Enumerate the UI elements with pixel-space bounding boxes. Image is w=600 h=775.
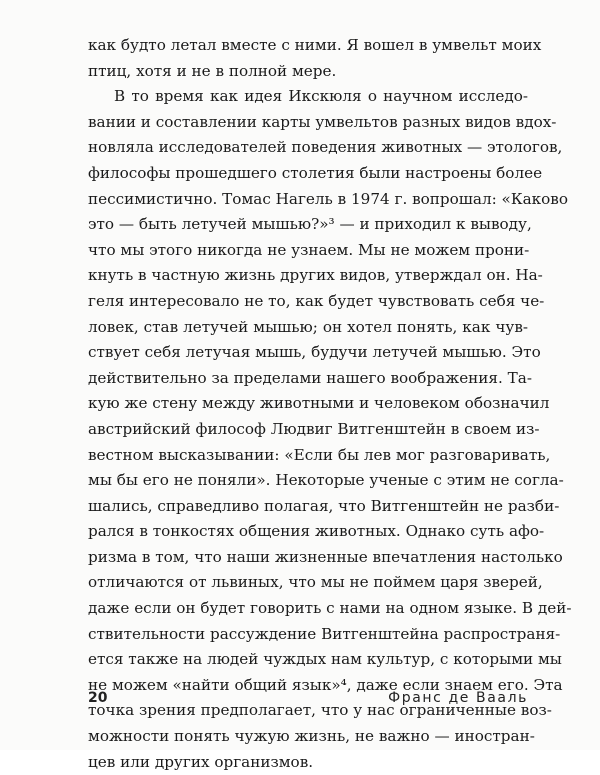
running-author: Франс де Вааль [388,690,528,706]
text-line: кнуть в частную жизнь других видов, утверждал он. На- [88,266,543,285]
text-line: отличаются от львиных, что мы не поймем царя зверей, [88,573,543,592]
text-line: ется также на людей чуждых нам культур, с которыми мы [88,650,562,669]
page-number: 20 [88,690,108,706]
text-line: вании и составлении карты умвельтов разных видов вдох- [88,112,557,131]
text-line: можности понять чужую жизнь, не важно — иностран- [88,727,535,746]
text-line: мы бы его не поняли». Некоторые ученые с этим не согла- [88,471,564,490]
text-line: пессимистично. Томас Нагель в 1974 г. вопрошал: «Каково [88,189,568,208]
text-line: что мы этого никогда не узнаем. Мы не можем прони- [88,240,530,259]
text-line: В то время как идея Икскюля о научном исследо- [114,87,528,106]
text-line: ствительности рассуждение Витгенштейна распространя- [88,624,561,643]
text-line: шались, справедливо полагая, что Витгенштейн не разби- [88,496,560,515]
text-line: философы прошедшего столетия были настроены более [88,163,543,182]
text-line: ризма в том, что наши жизненные впечатления настолько [88,547,563,566]
text-line: как будто летал вместе с ними. Я вошел в умвельт моих [88,36,542,54]
text-line: цев или других организмов. [88,752,314,771]
text-line: рался в тонкостях общения животных. Однако суть афо- [88,522,545,541]
text-line: не можем «найти общий язык»⁴, даже если знаем его. Эта [88,675,563,694]
text-line: ловек, став летучей мышью; он хотел понять, как чув- [88,317,528,336]
text-line: точка зрения предполагает, что у нас ограниченные воз- [88,701,552,720]
body-text [88,33,572,775]
text-line: вестном высказывании: «Если бы лев мог разговаривать, [88,445,551,464]
text-line: геля интересовало не то, как будет чувствовать себя че- [88,291,545,310]
text-line: даже если он будет говорить с нами на одном языке. В дей- [88,599,572,618]
text-line: ствует себя летучая мышь, будучи летучей мышью. Это [88,343,541,362]
text-line: действительно за пределами нашего воображения. Та- [88,368,532,387]
page-footer [88,688,528,708]
text-line: кую же стену между животными и человеком обозначил [88,394,550,413]
text-line: это — быть летучей мышью?»³ — и приходил к выводу, [88,215,532,234]
text-line: новляла исследователей поведения животных — этологов, [88,138,563,157]
text-line: птиц, хотя и не в полной мере. [88,61,337,80]
text-line: австрийский философ Людвиг Витгенштейн в своем из- [88,419,540,438]
